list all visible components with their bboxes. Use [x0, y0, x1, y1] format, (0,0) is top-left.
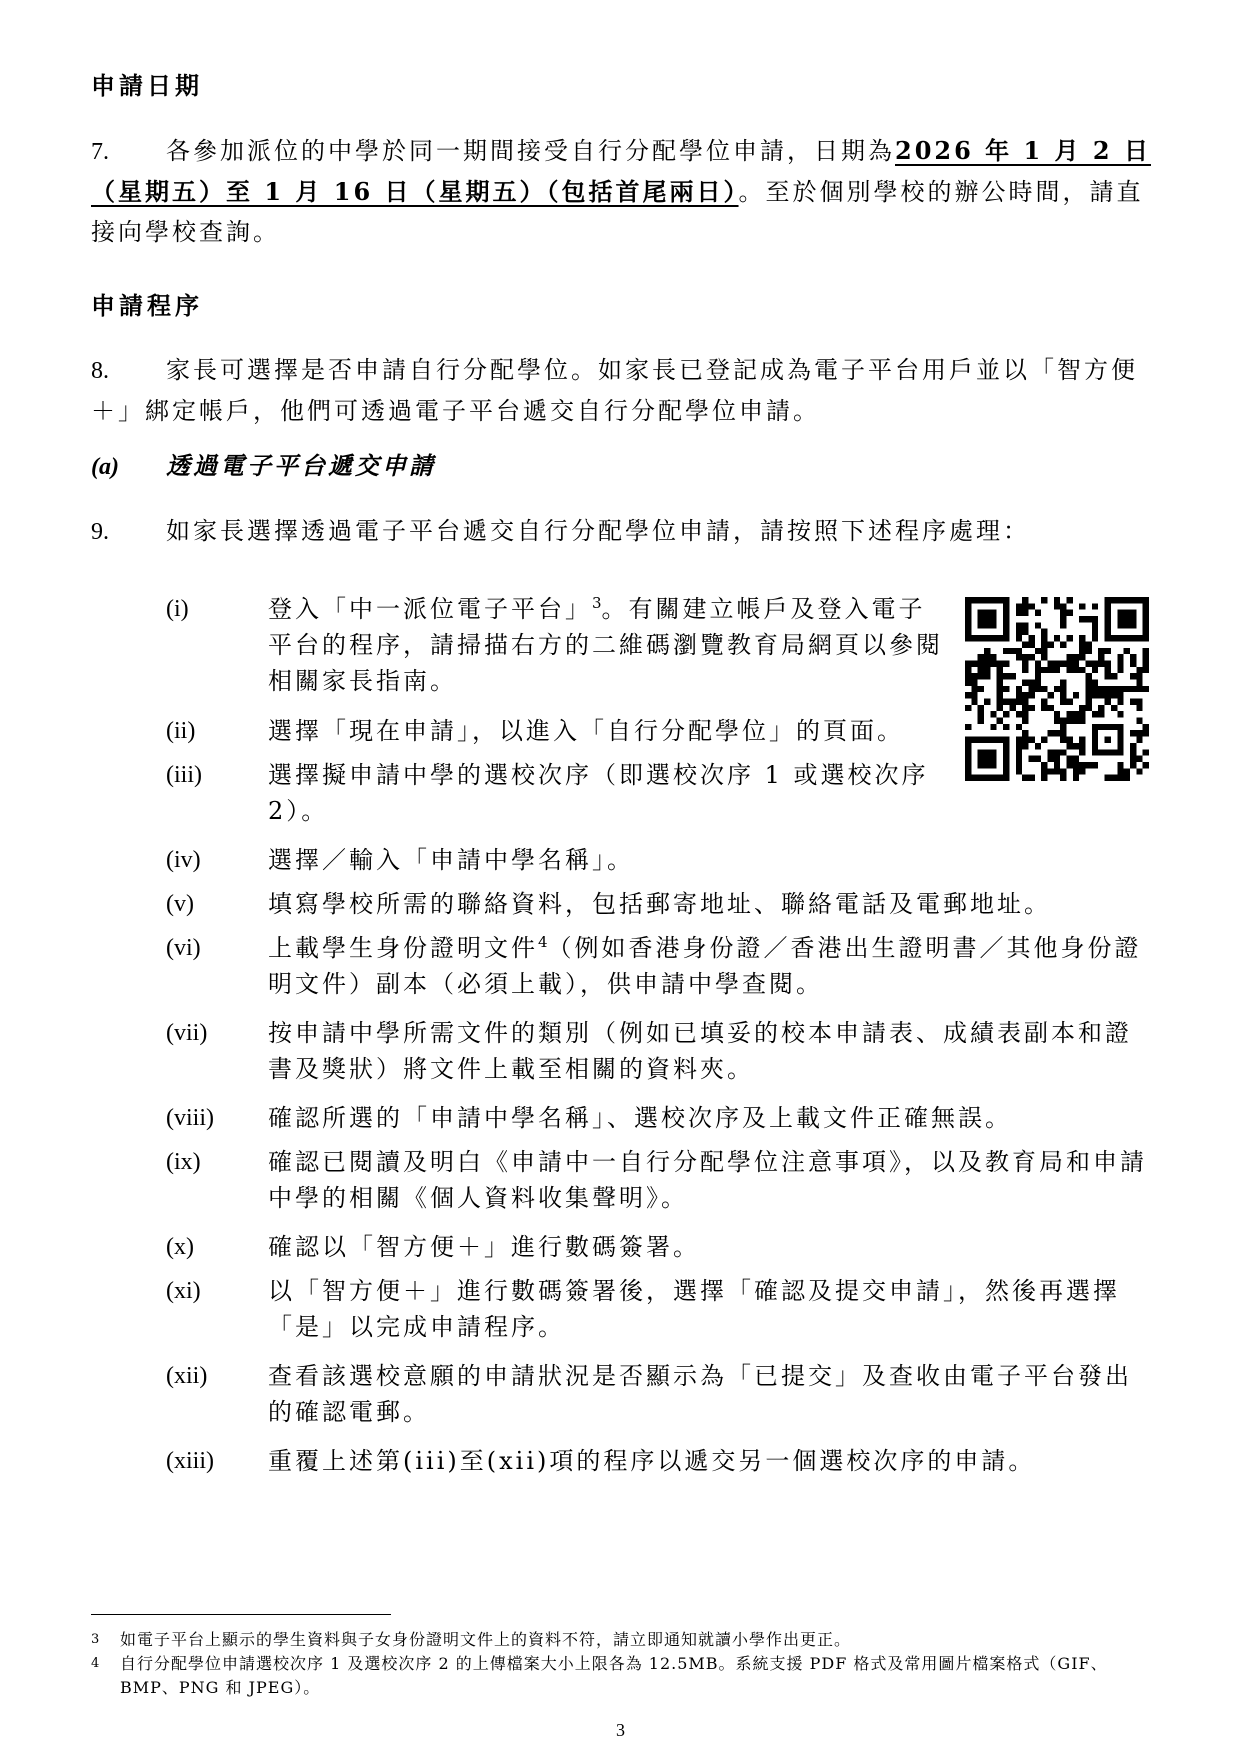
subsection-title: 透過電子平台遞交申請	[166, 451, 436, 480]
step-item	[166, 1100, 1151, 1136]
paragraph-number: 7.	[91, 139, 109, 165]
application-period: 2026 年 1 月 2 日（星期五）至 1 月 16 日（星期五）（包括首尾兩日）	[91, 136, 1151, 206]
footnote-mark: 4	[91, 1656, 100, 1671]
step-item	[166, 1358, 1151, 1430]
step-text: 確認已閱讀及明白《申請中一自行分配學位注意事項》，以及教育局和申請中學的相關《個人資料收集聲明》。	[268, 1148, 1147, 1212]
footnote-4	[91, 1652, 1166, 1700]
step-text: 選擇「現在申請」，以進入「自行分配學位」的頁面。	[268, 717, 904, 745]
footnote-text: 自行分配學位申請選校次序 1 及選校次序 2 的上傳檔案大小上限各為 12.5MB。系統支援 PDF 格式及常用圖片檔案格式（GIF、BMP、PNG 和 JPEG）。	[120, 1654, 1108, 1697]
step-number: (iii)	[166, 762, 202, 788]
step-number: (ix)	[166, 1149, 201, 1175]
paragraph-text: 如家長選擇透過電子平台遞交自行分配學位申請，請按照下述程序處理：	[166, 517, 1030, 545]
paragraph-9	[91, 511, 1151, 552]
step-number: (xiii)	[166, 1448, 214, 1474]
paragraph-text: 各參加派位的中學於同一期間接受自行分配學位申請，日期為	[166, 137, 895, 165]
step-item	[166, 1015, 1151, 1087]
step-number: (xi)	[166, 1278, 201, 1304]
step-text: 重覆上述第(iii)至(xii)項的程序以遞交另一個選校次序的申請。	[268, 1447, 1036, 1475]
section-heading-procedure: 申請程序	[91, 291, 203, 320]
paragraph-number: 8.	[91, 358, 109, 384]
step-item	[166, 1229, 1151, 1265]
step-text: 以「智方便＋」進行數碼簽署後，選擇「確認及提交申請」，然後再選擇「是」以完成申請程序。	[268, 1277, 1120, 1341]
step-number: (vii)	[166, 1020, 208, 1046]
step-text: 上載學生身份證明文件$^4$（例如香港身份證／香港出生證明書／其他身份證明文件）副本（必須上載），供申請中學查閱。	[268, 933, 1142, 998]
step-number: (v)	[166, 891, 194, 917]
footnote-ref[interactable]: 3	[592, 594, 602, 612]
step-text: 登入「中一派位電子平台」$^3$。有關建立帳戶及登入電子平台的程序，請掃描右方的二維碼瀏覽教育局網頁以參閱相關家長指南。	[268, 594, 943, 695]
subsection-marker: (a)	[91, 454, 119, 480]
step-text: 按申請中學所需文件的類別（例如已填妥的校本申請表、成績表副本和證書及獎狀）將文件上載至相關的資料夾。	[268, 1019, 1132, 1083]
step-item	[166, 1443, 1151, 1479]
subsection-a-heading	[91, 446, 436, 481]
step-number: (vi)	[166, 935, 201, 961]
step-number: (x)	[166, 1234, 194, 1260]
step-item	[166, 842, 1151, 878]
step-item	[166, 757, 946, 829]
step-number: (iv)	[166, 847, 201, 873]
footnote-divider	[91, 1614, 391, 1615]
step-item	[166, 591, 946, 699]
step-text: 查看該選校意願的申請狀況是否顯示為「已提交」及查收由電子平台發出的確認電郵。	[268, 1362, 1132, 1426]
footnote-ref[interactable]: 4	[538, 933, 548, 951]
footnote-mark: 3	[91, 1632, 100, 1647]
step-item	[166, 713, 946, 749]
paragraph-text: 家長可選擇是否申請自行分配學位。如家長已登記成為電子平台用戶並以「智方便＋」綁定帳戶，他們可透過電子平台遞交自行分配學位申請。	[91, 356, 1138, 425]
footnote-3	[91, 1628, 1166, 1652]
paragraph-number: 9.	[91, 519, 109, 545]
paragraph-text: 。至於個別學校的辦公時間，請直接向學校查詢。	[91, 178, 1144, 246]
step-item	[166, 930, 1151, 1002]
footnote-text: 如電子平台上顯示的學生資料與子女身份證明文件上的資料不符，請立即通知就讀小學作出更正。	[120, 1630, 852, 1649]
step-number: (i)	[166, 596, 189, 622]
paragraph-8	[91, 350, 1151, 431]
step-item	[166, 1273, 1151, 1345]
step-text: 選擇擬申請中學的選校次序（即選校次序 1 或選校次序 2）。	[268, 761, 929, 825]
section-heading-date: 申請日期	[91, 71, 203, 100]
page-number: 3	[616, 1720, 625, 1740]
paragraph-7	[91, 131, 1151, 252]
step-item	[166, 1144, 1151, 1216]
step-number: (ii)	[166, 718, 196, 744]
step-item	[166, 886, 1151, 922]
step-number: (viii)	[166, 1105, 214, 1131]
step-number: (xii)	[166, 1363, 208, 1389]
step-text: 填寫學校所需的聯絡資料，包括郵寄地址、聯絡電話及電郵地址。	[268, 890, 1051, 918]
step-text: 選擇／輸入「申請中學名稱」。	[268, 846, 634, 874]
qr-code-icon[interactable]	[965, 597, 1149, 781]
step-text: 確認所選的「申請中學名稱」、選校次序及上載文件正確無誤。	[268, 1104, 1012, 1132]
step-text: 確認以「智方便＋」進行數碼簽署。	[268, 1233, 700, 1261]
